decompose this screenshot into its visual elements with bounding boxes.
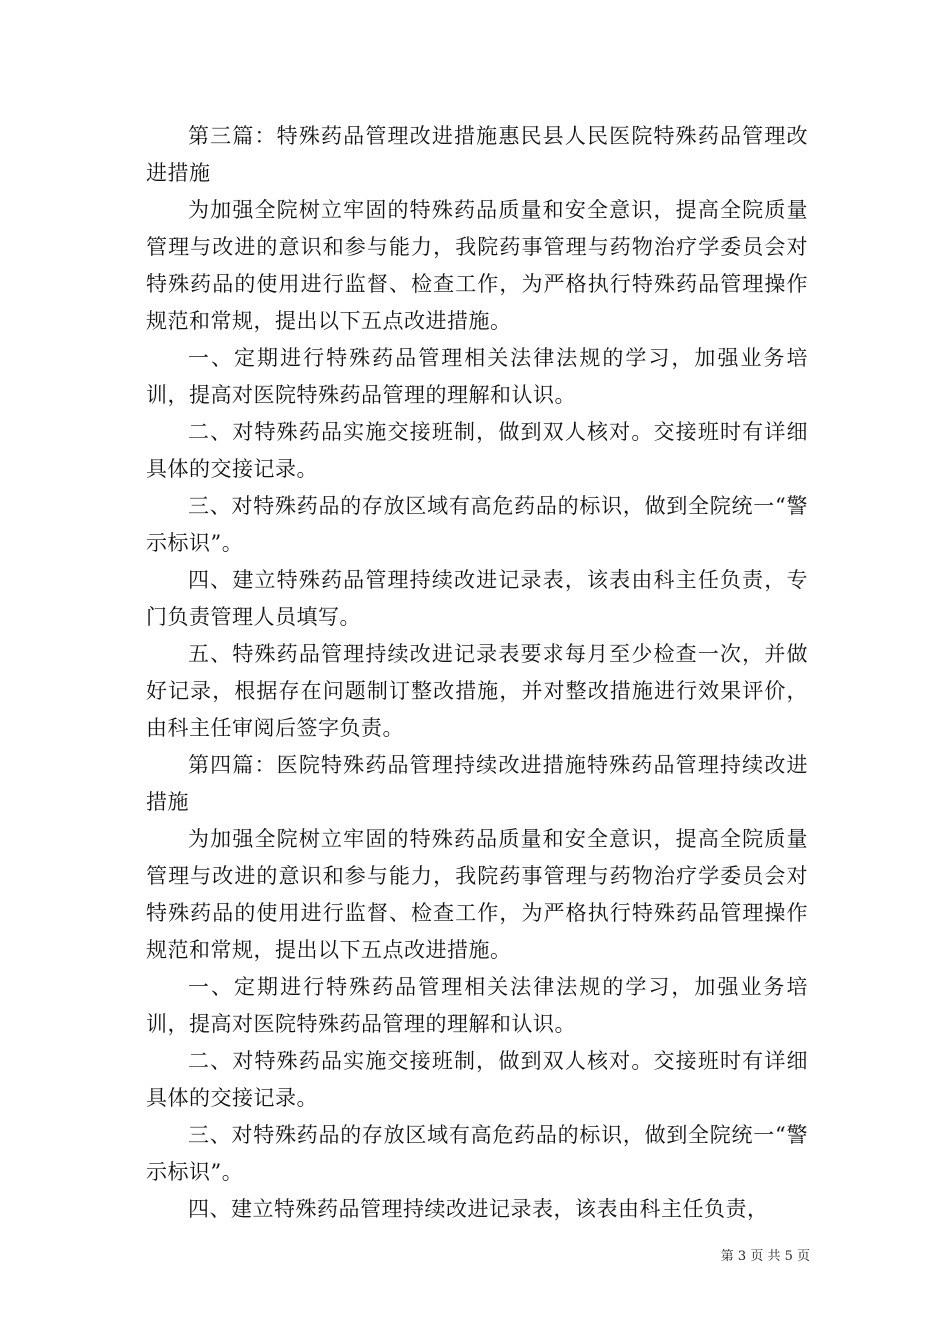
paragraph: 为加强全院树立牢固的特殊药品质量和安全意识，提高全院质量管理与改进的意识和参与能力，我院药事管理与药物治疗学委员会对特殊药品的使用进行监督、检查工作，为严格执行特殊药品管理操作规范和常规，提出以下五点改进措施。 bbox=[146, 827, 808, 962]
page-number-label: 第 3 页 共 5 页 bbox=[720, 1249, 810, 1264]
paragraph: 二、对特殊药品实施交接班制，做到双人核对。交接班时有详细具体的交接记录。 bbox=[146, 1049, 808, 1110]
paragraph: 四、建立特殊药品管理持续改进记录表，该表由科主任负责，专门负责管理人员填写。 bbox=[146, 568, 808, 629]
page-number-footer bbox=[700, 1245, 810, 1264]
document-body bbox=[146, 118, 808, 1228]
paragraph: 二、对特殊药品实施交接班制，做到双人核对。交接班时有详细具体的交接记录。 bbox=[146, 420, 808, 481]
section-heading-4: 第四篇：医院特殊药品管理持续改进措施特殊药品管理持续改进措施 bbox=[146, 753, 808, 814]
paragraph: 四、建立特殊药品管理持续改进记录表，该表由科主任负责， bbox=[188, 1197, 769, 1221]
paragraph: 一、定期进行特殊药品管理相关法律法规的学习，加强业务培训，提高对医院特殊药品管理的理解和认识。 bbox=[146, 346, 808, 407]
paragraph: 为加强全院树立牢固的特殊药品质量和安全意识，提高全院质量管理与改进的意识和参与能力，我院药事管理与药物治疗学委员会对特殊药品的使用进行监督、检查工作，为严格执行特殊药品管理操作规范和常规，提出以下五点改进措施。 bbox=[146, 198, 808, 333]
paragraph: 三、对特殊药品的存放区域有高危药品的标识，做到全院统一“警示标识”。 bbox=[146, 494, 808, 555]
paragraph: 五、特殊药品管理持续改进记录表要求每月至少检查一次，并做好记录，根据存在问题制订整改措施，并对整改措施进行效果评价，由科主任审阅后签字负责。 bbox=[146, 642, 808, 740]
paragraph: 一、定期进行特殊药品管理相关法律法规的学习，加强业务培训，提高对医院特殊药品管理的理解和认识。 bbox=[146, 975, 808, 1036]
paragraph: 三、对特殊药品的存放区域有高危药品的标识，做到全院统一“警示标识”。 bbox=[146, 1123, 808, 1184]
section-heading-3: 第三篇：特殊药品管理改进措施惠民县人民医院特殊药品管理改进措施 bbox=[146, 124, 808, 185]
